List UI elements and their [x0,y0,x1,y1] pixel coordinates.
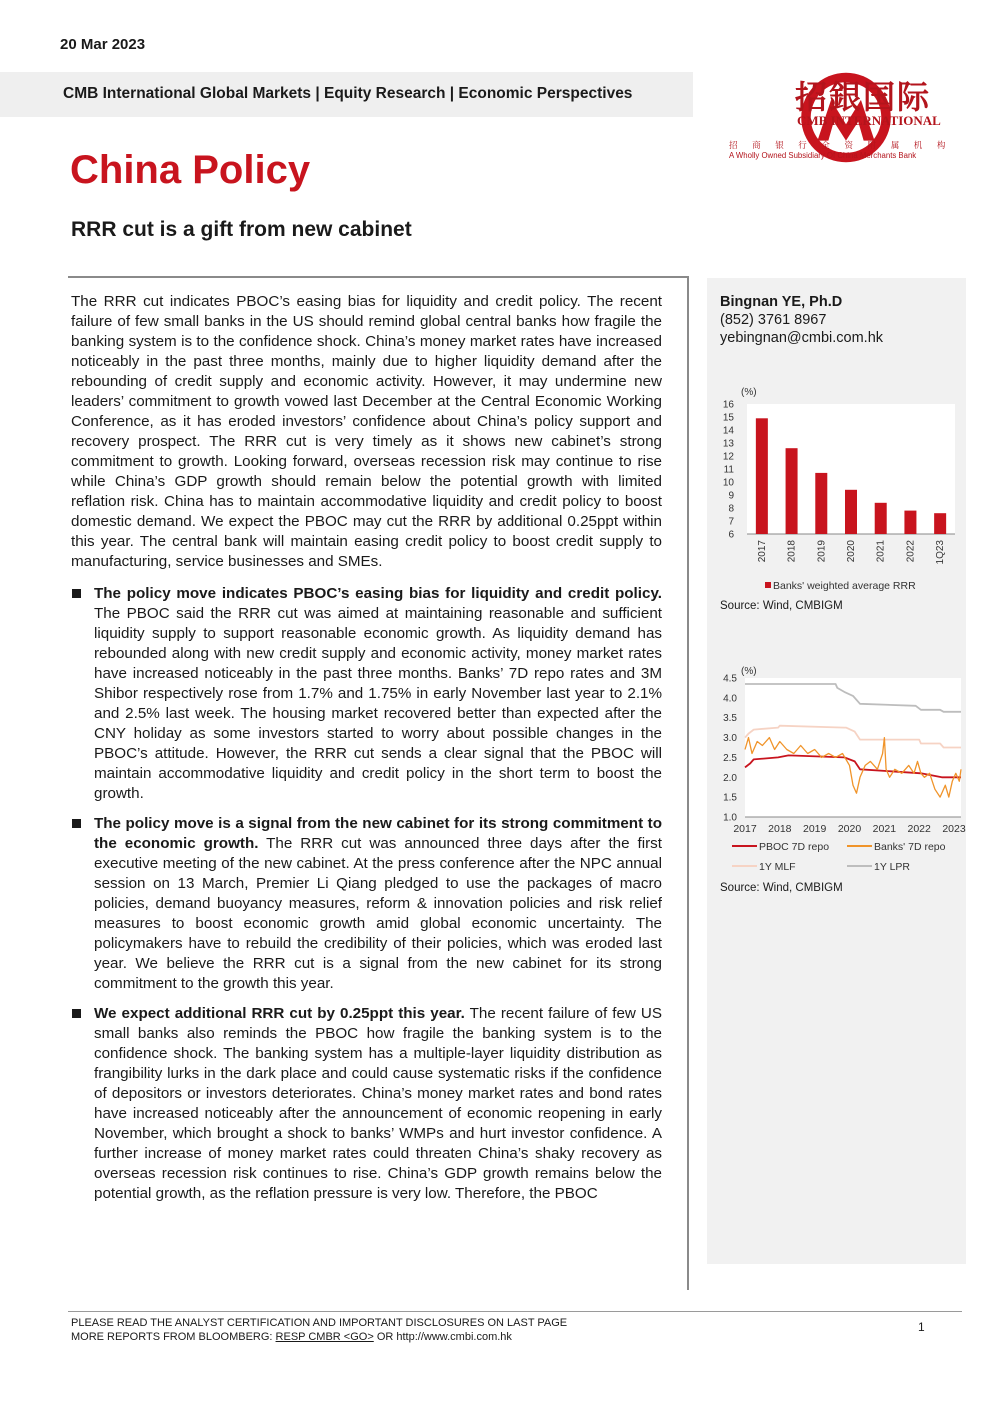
footer-disclaimer: PLEASE READ THE ANALYST CERTIFICATION AND IMPORTANT DISCLOSURES ON LAST PAGE [71,1317,568,1329]
x-tick-label: 2017 [756,540,768,563]
x-tick-label: 2022 [907,823,931,835]
bullet-square-icon [72,1009,81,1018]
legend-label: Banks' 7D repo [874,841,946,853]
logo-subtitle-chinese: 招商银行全资附属机构 [729,140,961,150]
key-points-list [71,584,662,1204]
chart-source: Source: Wind, CMBIGM [720,600,843,612]
page-title: China Policy [70,148,311,192]
legend-label: 1Y LPR [874,861,910,873]
bar [875,503,887,534]
y-tick-label: 6 [728,529,734,541]
y-tick-label: 4.0 [723,693,737,705]
report-date: 20 Mar 2023 [60,36,146,53]
x-tick-label: 2020 [846,540,857,563]
y-tick-label: 16 [722,399,734,411]
y-tick-label: 2.5 [723,752,737,764]
x-tick-label: 2018 [768,823,792,835]
y-tick-label: 14 [722,425,734,437]
x-tick-label: 2019 [816,540,828,563]
y-tick-label: 3.5 [723,713,737,725]
header-text: CMB International Global Markets | Equity Research | Economic Perspectives [63,85,633,102]
key-point-lead: We expect additional RRR cut by 0.25ppt this year. [94,1005,465,1022]
analyst-phone: (852) 3761 8967 [720,312,827,328]
key-point [71,814,662,994]
key-point-body: The PBOC said the RRR cut was aimed at maintaining reasonable and sufficient liquidity supply to support reasonable economic growth. As liquidity demand has rebounded along with new credit supply and economic activity, money market rates have increased noticeably in the past three months. Banks’ 7D repo rates and 3M Shibor respectively rose from 1.7% and 1.75% in early November last year to 2.1% and 2.5% last week. The housing market recovered better than expected after the CNY holiday as some investors started to worry about possible changes in the PBOC’s attitude. However, the RRR cut sends a clear signal that the PBOC will maintain accommodative liquidity and credit policy in the short term to boost the growth. [94,605,662,802]
bullet-square-icon [72,819,81,828]
x-tick-label: 2017 [733,823,757,835]
y-tick-label: 2.0 [723,772,737,784]
y-tick-label: 12 [722,451,734,463]
key-point-body: The recent failure of few US small banks also reminds the PBOC how fragile the banking system is to the confidence shock. The banking system has a multiple-layer liquidity distribution as frangibility lurks in the dark place and could cause systematic risks if the confidence of depositors or investors deteriorates. China’s money market rates and bond rates have increased noticeably after the announcement of economic reopening in early November, which brought a shock to banks’ WMPs and hurt investor confidence. A further increase of money market rates could threaten China’s shaky recovery as overseas recession risk continues to rise. China’s GDP growth remains below the potential growth, as the reflation pressure is very low. Therefore, the PBOC [94,1005,662,1202]
top-divider [68,276,689,278]
intro-paragraph: The RRR cut indicates PBOC’s easing bias for liquidity and credit policy. The recent failure of few small banks in the US should remind global central banks how fragile the banking system is to the confidence shock. China’s money market rates have increased noticeably in the past three months, mainly due to higher liquidity demand after the rebounding of credit supply and economic activity. However, it may undermine new leaders’ commitment to growth vowed last December at the Central Economic Working Conference, as it has eroded investors’ confidence about China’s policy support and recovery prospect. The RRR cut is very timely as it shows new cabinet’s strong commitment to growth. Looking forward, overseas recession risk may continue to rise while China’s GDP growth should remain below the potential growth with limited reflation risk. China has to maintain accommodative liquidity and credit policy to boost domestic demand. We expect the PBOC may cut the RRR by additional 0.25ppt within this year. The central bank will maintain easing credit policy to boost credit supply to manufacturing, service businesses and SMEs. [71,293,662,570]
legend-label: 1Y MLF [759,861,796,873]
y-tick-label: 15 [722,412,734,424]
y-tick-label: 11 [723,464,734,476]
analyst-block [720,293,883,347]
page-subtitle: RRR cut is a gift from new cabinet [71,218,412,241]
legend-swatch [765,582,771,588]
y-tick-label: 8 [728,503,734,515]
bloomberg-link[interactable]: RESP CMBR <GO> [275,1331,374,1343]
key-point-lead: The policy move indicates PBOC’s easing bias for liquidity and credit policy. [94,585,662,602]
x-tick-label: 2021 [875,540,887,563]
bar [786,448,798,534]
x-tick-label: 1Q23 [935,540,947,565]
bar [756,418,768,534]
key-point-body: The RRR cut was announced three days after the first executive meeting of the new cabinet. At the press conference after the NPC annual session on 13 March, Premier Li Qiang pledged to use the packages of macro policies, demand buoyancy measures, reform & innovation policies and risk relief measures to boost economic growth amid global economic uncertainty. The policymakers have to rebuild the credibility of their policies, which was eroded last year. We believe the RRR cut is a signal from the new cabinet for its strong commitment to the growth this year. [94,835,662,992]
bar [934,513,946,534]
bar [815,473,827,534]
x-tick-label: 2019 [802,823,827,835]
chart-source: Source: Wind, CMBIGM [720,882,843,894]
footer-suffix[interactable]: OR http://www.cmbi.com.hk [373,1331,512,1343]
y-tick-label: 1.0 [723,812,737,824]
logo-chinese-name: 招銀国际 [795,78,932,116]
key-point-lead: The policy move is a signal from the new cabinet for its strong commitment to the economic growth. [94,815,662,852]
footer-prefix: MORE REPORTS FROM BLOOMBERG: [71,1331,276,1343]
x-tick-label: 2021 [872,823,897,835]
footer-links [71,1331,512,1343]
bar [845,490,857,534]
y-unit-label: (%) [741,387,757,398]
bullet-square-icon [72,589,81,598]
page-number: 1 [918,1320,925,1334]
y-tick-label: 10 [722,477,734,489]
footer-divider [68,1311,962,1312]
logo-subtitle-english: A Wholly Owned Subsidiary Of China Merchants Bank [729,151,917,160]
key-point [71,584,662,804]
rates-line-chart [707,660,966,880]
main-column [71,292,662,1214]
analyst-name: Bingnan YE, Ph.D [720,294,843,310]
bar [904,511,916,534]
analyst-email[interactable]: yebingnan@cmbi.com.hk [720,330,884,346]
legend-label: Banks' weighted average RRR [773,580,916,592]
y-tick-label: 1.5 [723,792,737,804]
y-tick-label: 13 [722,438,734,450]
x-tick-label: 2020 [837,823,862,835]
y-unit-label: (%) [741,666,757,677]
x-tick-label: 2022 [905,540,917,563]
x-tick-label: 2023 [942,823,966,835]
y-tick-label: 4.5 [723,673,737,685]
plot-area [745,678,961,817]
legend-label: PBOC 7D repo [759,841,830,853]
column-divider [687,276,689,1290]
rrr-bar-chart [707,380,966,595]
y-tick-label: 9 [728,490,734,502]
logo-english-name: CMB INTERNATIONAL [797,113,941,128]
y-tick-label: 3.0 [723,733,737,745]
y-tick-label: 7 [728,516,734,528]
x-tick-label: 2018 [786,540,798,563]
key-point [71,1004,662,1204]
